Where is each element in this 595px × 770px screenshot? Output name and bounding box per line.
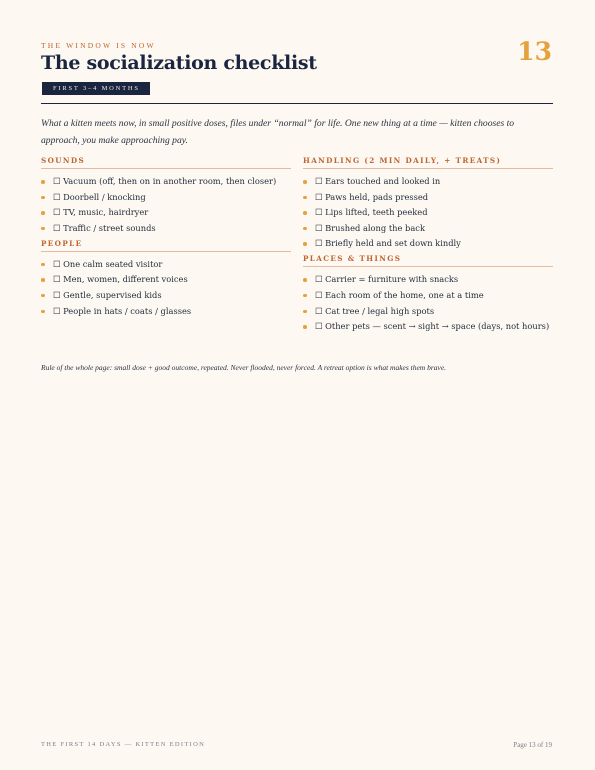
item-label: ☐ Vacuum (off, then on in another room, then closer) — [53, 176, 277, 186]
checklist-item[interactable] — [41, 289, 291, 302]
bullet-dot-icon — [41, 180, 45, 184]
bullet-dot-icon — [303, 278, 307, 282]
checklist-places — [303, 273, 553, 333]
section-heading-handling: HANDLING (2 MIN DAILY, + TREATS) — [303, 156, 553, 169]
checklist-people — [41, 258, 291, 318]
checklist-item[interactable] — [41, 222, 291, 235]
bullet-dot-icon — [41, 294, 45, 298]
bullet-dot-icon — [303, 325, 307, 329]
item-label: ☐ Brushed along the back — [315, 222, 425, 233]
item-label: ☐ Gentle, supervised kids — [53, 289, 162, 300]
bullet-dot-icon — [41, 227, 45, 231]
item-label: ☐ Paws held, pads pressed — [315, 191, 429, 202]
checklist-item[interactable] — [41, 258, 291, 271]
section-heading-sounds: SOUNDS — [41, 156, 291, 169]
bullet-dot-icon — [41, 310, 45, 314]
item-label: ☐ Carrier = furniture with snacks — [315, 274, 459, 285]
bullet-dot-icon — [303, 227, 307, 231]
checklist-item[interactable] — [303, 305, 553, 318]
header-rule — [41, 103, 553, 104]
section-handling — [303, 156, 553, 250]
section-places — [303, 254, 553, 333]
checklist-sounds — [41, 175, 291, 235]
item-label: ☐ Each room of the home, one at a time — [315, 289, 484, 300]
checklist-item[interactable] — [303, 320, 553, 333]
item-label: ☐ People in hats / coats / glasses — [53, 305, 192, 316]
chapter-number: 13 — [517, 37, 552, 66]
checklist-item[interactable] — [41, 206, 291, 219]
item-label: ☐ Other pets — scent → sight → space (days, not hours) — [315, 321, 550, 332]
age-badge: FIRST 3–4 MONTHS — [42, 82, 150, 95]
item-label: ☐ One calm seated visitor — [53, 258, 163, 269]
section-people — [41, 239, 291, 318]
footnote: Rule of the whole page: small dose + good outcome, repeated. Never flooded, never forced. A retreat option is what makes them brave. — [41, 363, 447, 372]
checklist-item[interactable] — [41, 175, 291, 188]
checklist-item[interactable] — [303, 237, 553, 250]
page-title: The socialization checklist — [41, 52, 317, 74]
section-heading-people: PEOPLE — [41, 239, 291, 252]
bullet-dot-icon — [303, 294, 307, 298]
checklist-item[interactable] — [41, 191, 291, 204]
item-label: ☐ Briefly held and set down kindly — [315, 238, 461, 249]
right-column — [303, 156, 553, 337]
footer-book-title: THE FIRST 14 DAYS — KITTEN EDITION — [41, 741, 206, 748]
kicker: THE WINDOW IS NOW — [41, 41, 156, 50]
bullet-dot-icon — [303, 196, 307, 200]
bullet-dot-icon — [303, 310, 307, 314]
checklist-item[interactable] — [303, 175, 553, 188]
left-column — [41, 156, 291, 322]
footer-page-count: Page 13 of 19 — [513, 741, 552, 749]
bullet-dot-icon — [303, 242, 307, 246]
section-sounds — [41, 156, 291, 235]
item-label: ☐ TV, music, hairdryer — [53, 207, 149, 218]
checklist-handling — [303, 175, 553, 250]
bullet-dot-icon — [41, 278, 45, 282]
checklist-item[interactable] — [41, 305, 291, 318]
bullet-dot-icon — [41, 196, 45, 200]
item-label: ☐ Cat tree / legal high spots — [315, 305, 435, 316]
section-heading-places: PLACES & THINGS — [303, 254, 553, 267]
checklist-item[interactable] — [303, 222, 553, 235]
item-label: ☐ Men, women, different voices — [53, 274, 188, 285]
checklist-item[interactable] — [303, 273, 553, 286]
intro-text: What a kitten meets now, in small positive doses, files under “normal” for life. One new thing at a time — kitten chooses to approach, you make approaching pay. — [41, 118, 515, 146]
item-label: ☐ Traffic / street sounds — [53, 222, 156, 233]
bullet-dot-icon — [41, 211, 45, 215]
bullet-dot-icon — [41, 263, 45, 267]
checklist-item[interactable] — [303, 289, 553, 302]
bullet-dot-icon — [303, 180, 307, 184]
checklist-item[interactable] — [303, 206, 553, 219]
item-label: ☐ Lips lifted, teeth peeked — [315, 207, 428, 218]
bullet-dot-icon — [303, 211, 307, 215]
item-label: ☐ Ears touched and looked in — [315, 176, 441, 186]
checklist-item[interactable] — [303, 191, 553, 204]
checklist-item[interactable] — [41, 273, 291, 286]
item-label: ☐ Doorbell / knocking — [53, 191, 146, 202]
